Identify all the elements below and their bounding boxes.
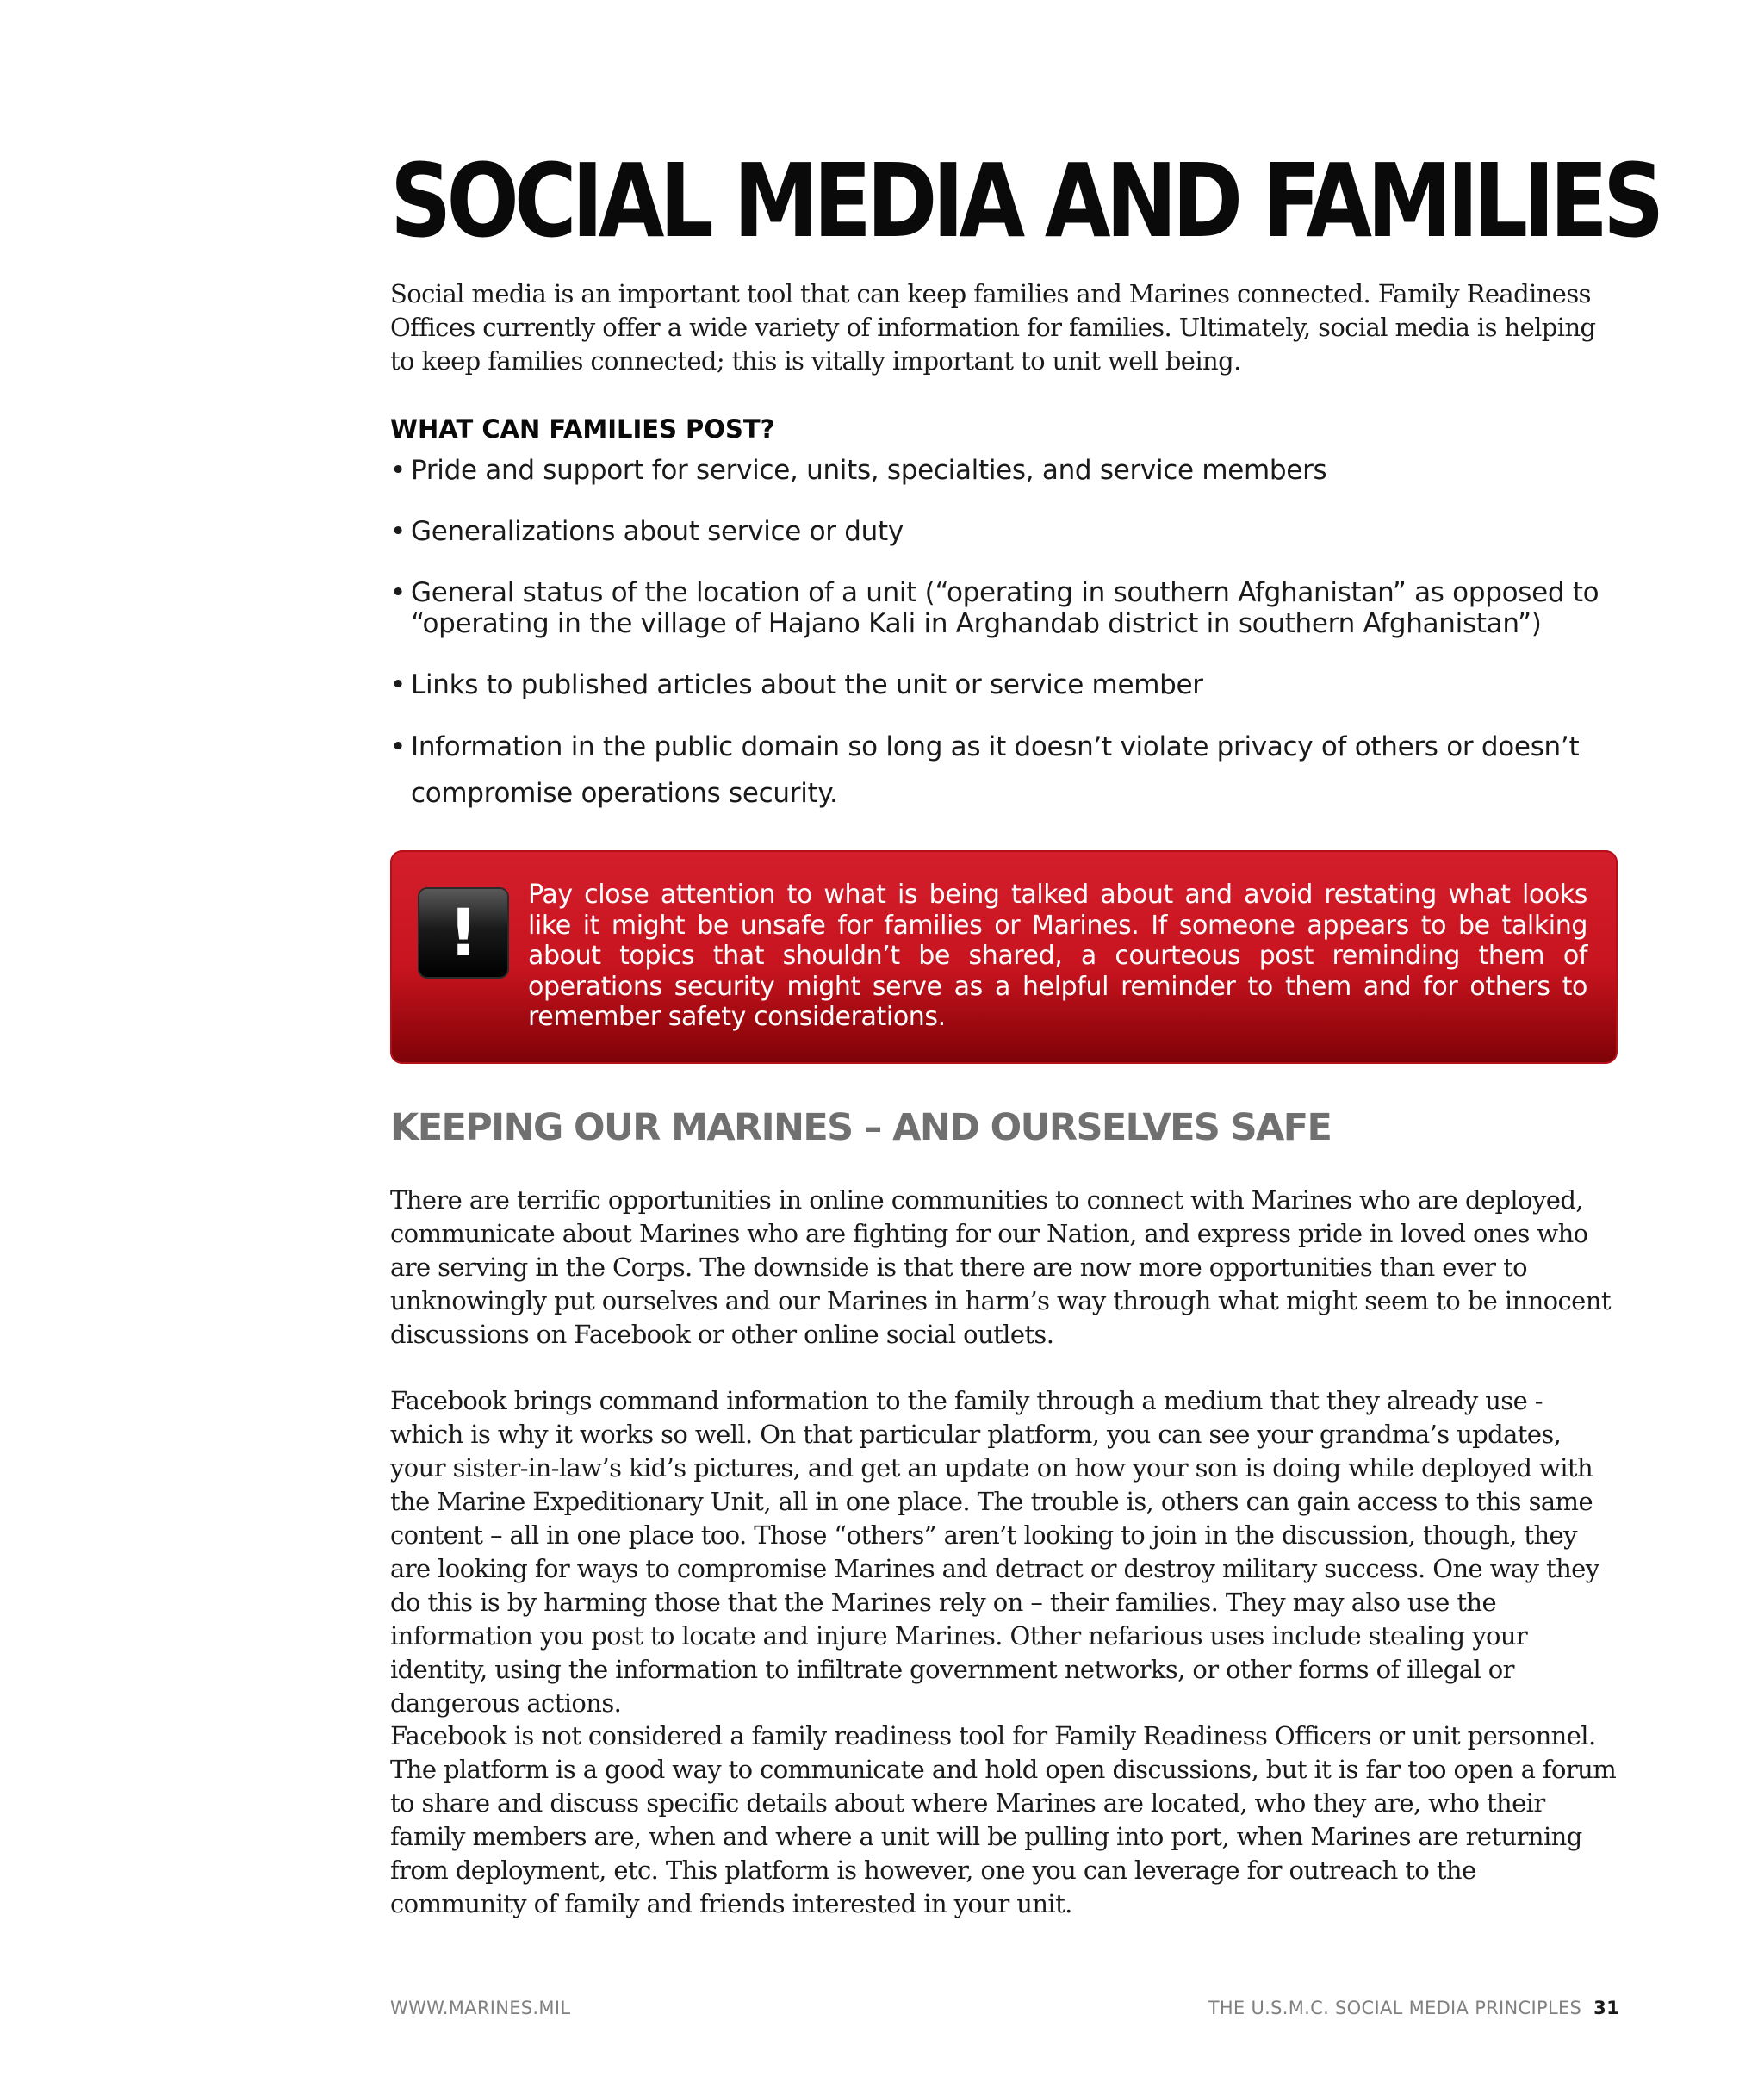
safe-section-heading: KEEPING OUR MARINES – AND OURSELVES SAFE — [390, 1106, 1332, 1149]
list-item: • Information in the public domain so long as it doesn’t violate privacy of others or doesn’t compromise operations security. — [390, 724, 1619, 817]
list-item: • Pride and support for service, units, specialties, and service members — [390, 455, 1619, 486]
list-item: • Generalizations about service or duty — [390, 516, 1619, 547]
page-number: 31 — [1593, 1998, 1619, 2018]
footer-publication-title: THE U.S.M.C. SOCIAL MEDIA PRINCIPLES — [1208, 1998, 1582, 2018]
alert-callout — [390, 850, 1618, 1064]
body-paragraph: Facebook brings command information to the family through a medium that they already use - which is why it works so well. On that particular platform, you can see your grandma’s updates, your sister-in-law’s kid’s pictures, and get an update on how your son is doing while deployed with the Marine Expeditionary Unit, all in one place. The trouble is, others can gain access to this same content – all in one place too. Those “others” aren’t looking to join in the discussion, though, they are looking for ways to compromise Marines and detract or destroy military success. One way they do this is by harming those that the Marines rely on – their families. They may also use the information you post to locate and injure Marines. Other nefarious uses include stealing your identity, using the information to infiltrate government networks, or other forms of illegal or dangerous actions. — [390, 1386, 1599, 1718]
post-list — [390, 455, 1619, 847]
footer-publication — [1208, 1997, 1619, 2019]
list-item: • General status of the location of a unit (“operating in southern Afghanistan” as opposed to “operating in the village of Hajano Kali in Arghandab district in southern Afghanistan”) — [390, 577, 1619, 639]
post-section-heading: WHAT CAN FAMILIES POST? — [390, 414, 775, 444]
alert-text: Pay close attention to what is being talked about and avoid restating what looks like it might be unsafe for families or Marines. If someone appears to be talking about topics that shouldn’t be shared, a courteous post reminding them of operations security might serve as a helpful reminder to them and for others to remember safety considerations. — [528, 880, 1587, 1032]
exclamation-icon — [419, 889, 507, 977]
exclamation-glyph: ! — [448, 894, 479, 971]
page-title: SOCIAL MEDIA AND FAMILIES — [390, 141, 1660, 260]
intro-paragraph: Social media is an important tool that can keep families and Marines connected. Family Readiness Offices currently offer a wide variety of information for families. Ultimately, social media is helping to keep families connected; this is vitally important to unit well being. — [390, 279, 1596, 376]
body-paragraph: Facebook is not considered a family readiness tool for Family Readiness Officers or unit personnel. The platform is a good way to communicate and hold open discussions, but it is far too open a forum to share and discuss specific details about where Marines are located, who they are, who their family members are, when and where a unit will be pulling into port, when Marines are returning from deployment, etc. This platform is however, one you can leverage for outreach to the community of family and friends interested in your unit. — [390, 1721, 1617, 1918]
list-item: • Links to published articles about the unit or service member — [390, 669, 1619, 700]
footer-website: WWW.MARINES.MIL — [390, 1998, 571, 2018]
body-paragraph: There are terrific opportunities in online communities to connect with Marines who are deployed, communicate about Marines who are fighting for our Nation, and express pride in loved ones who are serving in the Corps. The downside is that there are now more opportunities than ever to unknowingly put ourselves and our Marines in harm’s way through what might seem to be innocent discussions on Facebook or other online social outlets. — [390, 1185, 1611, 1349]
